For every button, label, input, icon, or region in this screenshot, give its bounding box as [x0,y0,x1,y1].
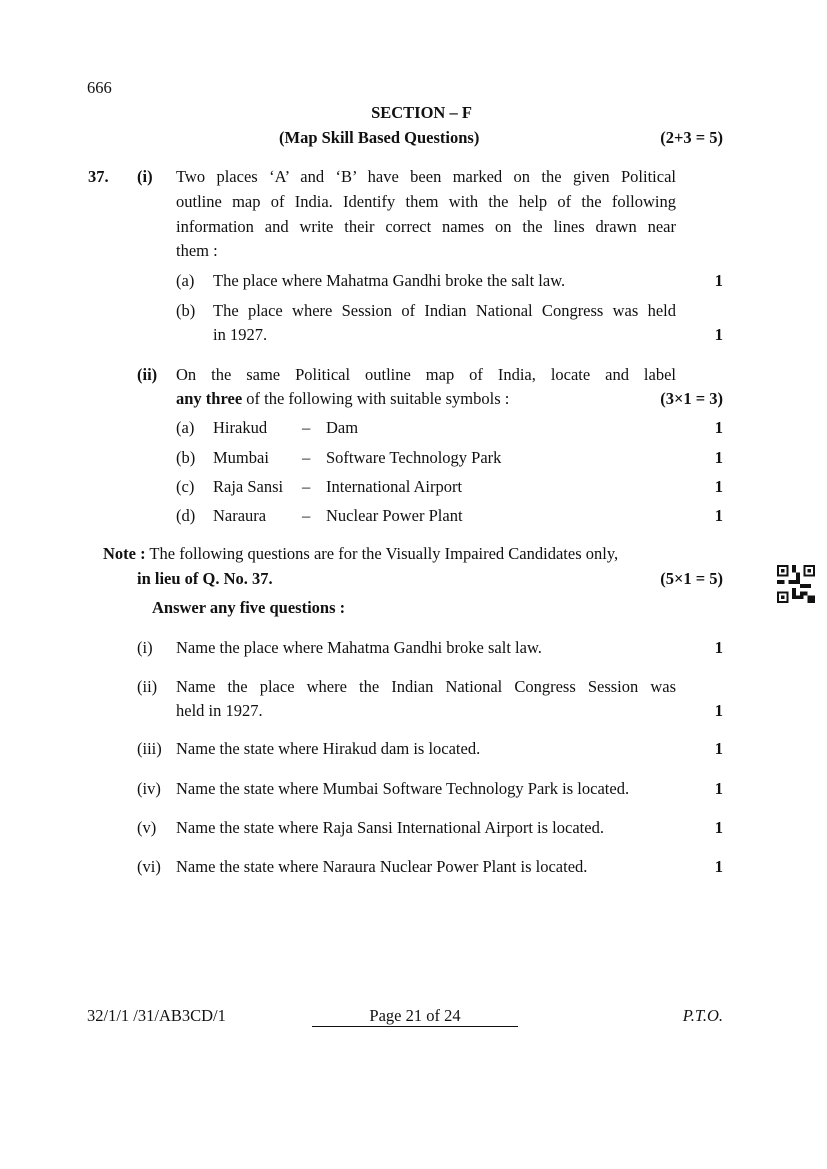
item-mark: 1 [714,477,723,496]
item-mark: 1 [714,506,723,525]
vi-question-label: (vi) [137,857,161,876]
vi-question-mark: 1 [714,701,723,720]
vi-question-text: held in 1927. [176,701,263,720]
item-place: Hirakud [213,418,268,437]
vi-question-label: (iii) [137,739,162,758]
item-label: (d) [176,506,196,525]
part-marks: (3×1 = 3) [660,389,723,408]
item-dash: – [302,418,311,437]
item-dash: – [302,506,311,525]
paper-code: 32/1/1 /31/AB3CD/1 [87,1006,226,1025]
item-dash: – [302,477,311,496]
item-label: (c) [176,477,195,496]
question-number: 37. [88,167,109,186]
page-underline [312,1026,518,1027]
item-place: Mumbai [213,448,269,467]
item-dash: – [302,448,311,467]
vi-question-label: (ii) [137,677,158,696]
question-text-line: Two places ‘A’ and ‘B’ have been marked on the given Political [176,167,676,186]
item-mark: 1 [714,448,723,467]
item-type: Software Technology Park [326,448,502,467]
question-text-line: outline map of India. Identify them with the help of the following [176,192,676,211]
text: of the following with suitable symbols : [242,389,510,408]
vi-question-label: (i) [137,638,153,657]
item-label: (a) [176,271,195,290]
vi-question-mark: 1 [714,638,723,657]
item-place: Raja Sansi [213,477,284,496]
note-instruction: Answer any five questions : [152,598,346,617]
item-label: (a) [176,418,195,437]
section-title: SECTION – F [371,103,472,122]
question-text-line [176,389,509,409]
vi-question-mark: 1 [714,818,723,837]
item-type: International Airport [326,477,463,496]
note-marks: (5×1 = 5) [660,569,723,588]
item-type: Nuclear Power Plant [326,506,463,525]
note-text: The following questions are for the Visually Impaired Candidates only, [145,544,619,563]
vi-question-label: (v) [137,818,157,837]
vi-question-text: Name the state where Mumbai Software Technology Park is located. [176,779,630,798]
question-text-line: On the same Political outline map of India, locate and label [176,365,676,384]
qr-code [776,565,816,603]
vi-question-text: Name the state where Raja Sansi International Airport is located. [176,818,604,837]
item-place: Naraura [213,506,267,525]
note-line [103,544,618,564]
item-text: The place where Session of Indian National Congress was held [213,301,676,320]
vi-question-mark: 1 [714,857,723,876]
item-mark: 1 [714,271,723,290]
vi-question-mark: 1 [714,739,723,758]
question-text-line: them : [176,241,218,260]
vi-question-label: (iv) [137,779,161,798]
vi-question-text: Name the place where Mahatma Gandhi broke salt law. [176,638,542,657]
question-text-line: information and write their correct names on the lines drawn near [176,217,676,236]
section-subtitle: (Map Skill Based Questions) [279,128,480,147]
vi-question-text: Name the place where the Indian National Congress Session was [176,677,676,696]
page-number-top: 666 [87,78,112,97]
emphasis: any three [176,389,243,408]
item-label: (b) [176,448,196,467]
section-marks: (2+3 = 5) [660,128,723,147]
item-text: in 1927. [213,325,268,344]
page-indicator: Page 21 of 24 [369,1006,461,1025]
pto: P.T.O. [682,1006,723,1025]
vi-question-text: Name the state where Naraura Nuclear Power Plant is located. [176,857,588,876]
item-mark: 1 [714,418,723,437]
item-type: Dam [326,418,359,437]
note-line-2: in lieu of Q. No. 37. [137,569,273,588]
item-text: The place where Mahatma Gandhi broke the salt law. [213,271,566,290]
item-label: (b) [176,301,196,320]
item-mark: 1 [714,325,723,344]
note-label: Note : [103,544,146,563]
vi-question-text: Name the state where Hirakud dam is located. [176,739,481,758]
part-label: (ii) [137,365,158,384]
part-label: (i) [137,167,153,186]
vi-question-mark: 1 [714,779,723,798]
